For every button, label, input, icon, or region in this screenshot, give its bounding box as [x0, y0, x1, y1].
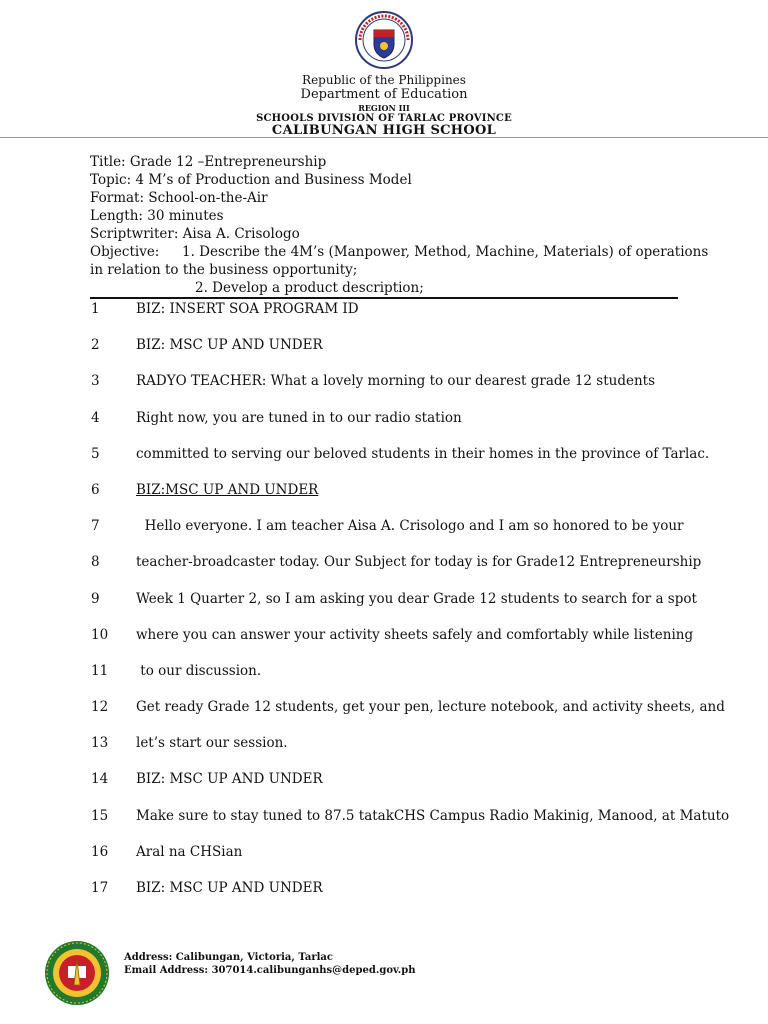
script-line: [90, 626, 694, 662]
line-text: Aral na CHSian: [136, 843, 243, 860]
line-text: BIZ: MSC UP AND UNDER: [136, 880, 323, 896]
line-number: 17: [91, 880, 109, 896]
line-number: 10: [91, 626, 109, 643]
script-line: [90, 517, 690, 553]
line-text: let’s start our session.: [136, 735, 288, 752]
script-line: [90, 336, 690, 372]
deped-seal-icon: [354, 10, 414, 70]
line-text: RADYO TEACHER: What a lovely morning to our dearest grade 12 students: [136, 373, 656, 390]
school-logo-icon: [44, 940, 110, 1006]
line-text: teacher-broadcaster today. Our Subject for today is for Grade12 Entrepreneurship: [136, 554, 702, 571]
region-line: REGION III: [358, 102, 410, 113]
line-number: 13: [91, 735, 109, 752]
republic-line: Republic of the Philippines: [302, 73, 466, 87]
footer-contact: [124, 951, 416, 977]
line-text: BIZ:MSC UP AND UNDER: [136, 481, 319, 498]
line-number: 16: [91, 843, 109, 860]
line-text: BIZ: MSC UP AND UNDER: [136, 771, 323, 788]
line-number: 12: [91, 699, 109, 716]
line-number: 9: [91, 590, 100, 607]
department-line: Department of Education: [300, 86, 468, 102]
script-line: [90, 481, 690, 517]
line-text: to our discussion.: [136, 662, 262, 679]
script-line: [90, 372, 690, 408]
school-name: CALIBUNGAN HIGH SCHOOL: [271, 123, 497, 139]
line-number: 2: [91, 337, 100, 354]
line-text: Make sure to stay tuned to 87.5 tatakCHS Campus Radio Makinig, Manood, at Matuto: [136, 807, 730, 824]
script-line: [90, 698, 725, 734]
line-text: BIZ: MSC UP AND UNDER: [136, 337, 323, 354]
footer-address: Address: Calibungan, Victoria, Tarlac: [124, 952, 333, 963]
division-line: SCHOOLS DIVISION OF TARLAC PROVINCE: [256, 112, 512, 124]
script-line: [90, 662, 690, 698]
line-text: committed to serving our beloved students in their homes in the province of Tarlac.: [136, 445, 710, 462]
line-number: 6: [91, 481, 100, 498]
script-line: [90, 553, 702, 589]
objective-1: 1. Describe the 4M’s (Manpower, Method, Machine, Materials) of operations: [182, 244, 709, 260]
script-lines: [90, 300, 730, 915]
metadata-divider: [90, 297, 678, 299]
line-text: Week 1 Quarter 2, so I am asking you dear Grade 12 students to search for a spot: [136, 590, 697, 607]
objective-label: Objective:: [90, 244, 160, 260]
meta-topic: Topic: 4 M’s of Production and Business Model: [90, 172, 412, 188]
line-text: BIZ: INSERT SOA PROGRAM ID: [136, 301, 359, 317]
line-number: 5: [91, 445, 100, 462]
document-header: [0, 10, 768, 139]
meta-length: Length: 30 minutes: [90, 208, 224, 224]
script-line: [90, 445, 710, 481]
script-line: [90, 807, 730, 843]
script-line: [90, 734, 690, 770]
line-number: 7: [91, 518, 100, 535]
line-number: 15: [91, 807, 109, 824]
script-line: [90, 770, 690, 806]
line-text: Right now, you are tuned in to our radio station: [136, 409, 462, 426]
line-number: 4: [91, 409, 100, 426]
line-number: 14: [91, 771, 109, 788]
line-number: 3: [91, 373, 100, 390]
script-line: [90, 300, 690, 336]
script-line: [90, 590, 697, 626]
line-number: 1: [91, 301, 100, 317]
script-metadata: [90, 153, 709, 297]
objective-1-continued: in relation to the business opportunity;: [90, 262, 358, 278]
line-number: 8: [91, 554, 100, 571]
meta-format: Format: School-on-the-Air: [90, 190, 268, 206]
header-divider: [0, 137, 768, 138]
line-text: where you can answer your activity sheets safely and comfortably while listening: [136, 626, 694, 643]
footer-email: Email Address: 307014.calibunganhs@deped.gov.ph: [124, 965, 416, 976]
script-line: [90, 879, 690, 915]
line-text: Get ready Grade 12 students, get your pen, lecture notebook, and activity sheets, and: [136, 699, 725, 716]
meta-title: Title: Grade 12 –Entrepreneurship: [90, 154, 327, 170]
line-number: 11: [91, 662, 109, 679]
script-line: [90, 409, 690, 445]
meta-scriptwriter: Scriptwriter: Aisa A. Crisologo: [90, 226, 300, 242]
line-text: Hello everyone. I am teacher Aisa A. Crisologo and I am so honored to be your: [136, 518, 684, 535]
script-line: [90, 843, 690, 879]
meta-objective: [90, 243, 709, 261]
objective-2: 2. Develop a product description;: [195, 280, 424, 296]
